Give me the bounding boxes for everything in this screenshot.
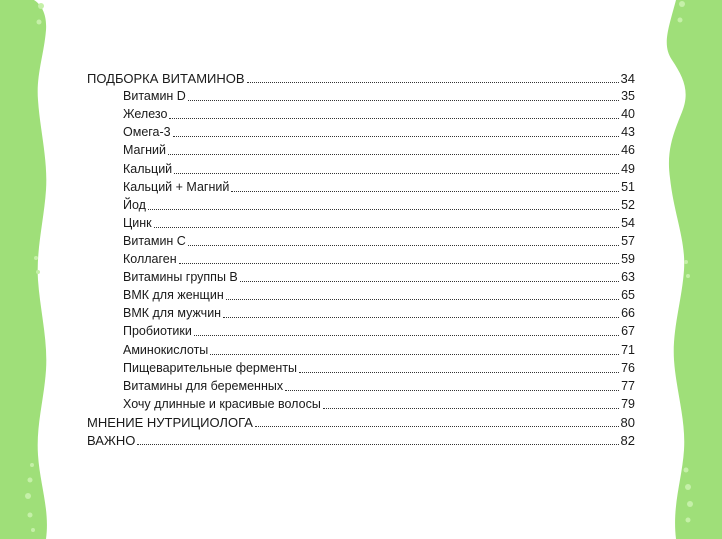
dot-leader (223, 316, 619, 318)
toc-page-number: 63 (621, 270, 635, 285)
toc-page-number: 51 (621, 179, 635, 194)
toc-page-number: 35 (621, 89, 635, 104)
toc-entry-title: Цинк (123, 215, 152, 230)
toc-entry-title: Железо (123, 107, 168, 122)
dot-leader (240, 280, 619, 282)
dot-leader (299, 371, 619, 373)
dot-leader (226, 298, 619, 300)
toc-page-number: 67 (621, 324, 635, 339)
toc-subsection-entry[interactable] (123, 324, 635, 339)
toc-section-entry[interactable] (87, 415, 635, 430)
toc-subsection-entry[interactable] (123, 270, 635, 285)
toc-entry-title: Омега-3 (123, 125, 171, 140)
toc-entry-title: Хочу длинные и красивые волосы (123, 396, 321, 411)
toc-subsection-entry[interactable] (123, 379, 635, 394)
dot-leader (173, 135, 619, 137)
dot-leader (188, 244, 619, 246)
dot-leader (179, 262, 619, 264)
toc-page-number: 66 (621, 306, 635, 321)
toc-section-entry[interactable] (87, 433, 635, 448)
toc-page-number: 71 (621, 342, 635, 357)
toc-page-number: 59 (621, 252, 635, 266)
dot-leader (168, 153, 619, 155)
dot-leader (255, 425, 619, 427)
toc-subsection-entry[interactable] (123, 216, 635, 231)
toc-page-number: 57 (621, 233, 635, 248)
toc-subsection-entry[interactable] (123, 361, 635, 376)
toc-page-number: 46 (621, 143, 635, 158)
toc-subsection-entry[interactable] (123, 306, 635, 321)
toc-subsection-entry[interactable] (123, 143, 635, 158)
toc-entry-title: Пищеварительные ферменты (123, 360, 298, 375)
toc-page-number: 43 (621, 125, 635, 140)
toc-subsection-entry[interactable] (123, 234, 635, 249)
toc-page-number: 54 (621, 215, 635, 230)
toc-page-number: 79 (621, 396, 635, 411)
toc-section-entry[interactable] (87, 71, 635, 86)
toc-subsection-entry[interactable] (123, 162, 635, 177)
dot-leader (285, 389, 619, 391)
toc-entry-title: ВАЖНО (87, 433, 136, 448)
toc-entry-title: Аминокислоты (123, 342, 209, 357)
toc-entry-title: Коллаген (123, 252, 177, 266)
dot-leader (210, 353, 619, 355)
dot-leader (174, 172, 619, 174)
toc-page-number: 40 (621, 107, 635, 122)
toc-subsection-entry[interactable] (123, 180, 635, 195)
toc-subsection-entry[interactable] (123, 89, 635, 104)
dot-leader (188, 99, 619, 101)
toc-page-number: 76 (621, 360, 635, 375)
dot-leader (247, 81, 619, 83)
toc-entry-title: ПОДБОРКА ВИТАМИНОВ (87, 71, 245, 86)
toc-page-number: 82 (620, 433, 635, 448)
dot-leader (231, 190, 619, 192)
toc-subsection-entry[interactable] (123, 343, 635, 358)
toc-subsection-entry[interactable] (123, 397, 635, 412)
dot-leader (169, 117, 619, 119)
toc-subsection-entry[interactable] (123, 198, 635, 213)
dot-leader (154, 226, 619, 228)
toc-page-number: 65 (621, 288, 635, 303)
dot-leader (194, 334, 619, 336)
toc-page-number: 49 (621, 161, 635, 176)
dot-leader (148, 208, 619, 210)
toc-entry-title: ВМК для женщин (123, 288, 224, 303)
dot-leader (323, 407, 619, 409)
toc-entry-title: Кальций + Магний (123, 179, 230, 194)
toc-page-number: 52 (621, 197, 635, 212)
toc-entry-title: Пробиотики (123, 324, 192, 339)
toc-entry-title: Витамины группы В (123, 270, 238, 285)
toc-page-number: 77 (621, 378, 635, 393)
toc-entry-title: ВМК для мужчин (123, 306, 222, 321)
toc-entry-title: Кальций (123, 161, 173, 176)
toc-entry-title: МНЕНИЕ НУТРИЦИОЛОГА (87, 414, 253, 430)
toc-entry-title: Йод (123, 197, 146, 212)
toc-page-number: 34 (620, 71, 635, 86)
toc-entry-title: Магний (123, 143, 166, 158)
toc-entry-title: Витамины для беременных (123, 378, 284, 393)
toc-subsection-entry[interactable] (123, 125, 635, 140)
toc-entry-title: Витамин С (123, 233, 186, 248)
toc-subsection-entry[interactable] (123, 107, 635, 122)
toc-subsection-entry[interactable] (123, 288, 635, 303)
toc-entry-title: Витамин D (123, 89, 186, 104)
dot-leader (137, 443, 618, 445)
toc-page-number: 80 (620, 414, 635, 430)
toc-subsection-entry[interactable] (123, 252, 635, 267)
